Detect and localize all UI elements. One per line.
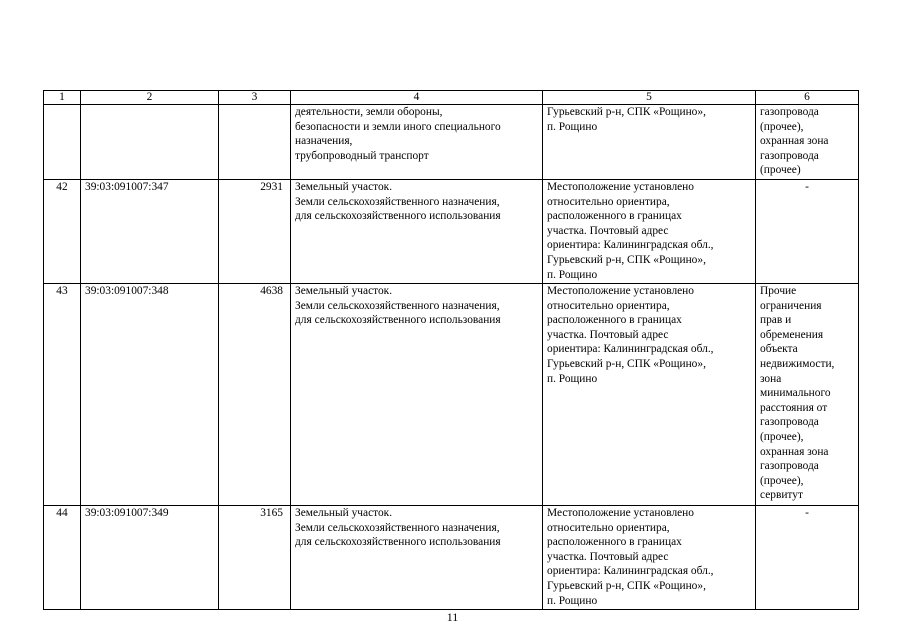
column-number-header-row [44,91,859,105]
area-cell [219,105,291,180]
restrictions-cell: газопровода (прочее), охранная зона газопровода (прочее) [756,105,859,180]
table-row [44,284,859,506]
location-cell: Гурьевский р-н, СПК «Рощино», п. Рощино [543,105,756,180]
table-row [44,105,859,180]
cadastral-number-cell: 39:03:091007:347 [81,180,219,284]
row-number-cell: 43 [44,284,81,506]
column-header: 2 [81,91,219,105]
area-cell: 3165 [219,506,291,610]
column-header: 4 [291,91,543,105]
column-header: 3 [219,91,291,105]
location-cell: Местоположение установлено относительно ориентира, расположенного в границах участка. Почтовый адрес ориентира: Калининградская обл., Гурьевский р-н, СПК «Рощино», п. Рощино [543,284,756,506]
location-cell: Местоположение установлено относительно ориентира, расположенного в границах участка. Почтовый адрес ориентира: Калининградская обл., Гурьевский р-н, СПК «Рощино», п. Рощино [543,506,756,610]
description-cell: Земельный участок. Земли сельскохозяйственного назначения, для сельскохозяйственного использования [291,180,543,284]
restrictions-cell: Прочие ограничения прав и обременения объекта недвижимости, зона минимального расстояния от газопровода (прочее), охранная зона газопровода (прочее), сервитут [756,284,859,506]
row-number-cell [44,105,81,180]
area-cell: 4638 [219,284,291,506]
column-header: 6 [756,91,859,105]
row-number-cell: 42 [44,180,81,284]
column-header: 1 [44,91,81,105]
location-cell: Местоположение установлено относительно ориентира, расположенного в границах участка. Почтовый адрес ориентира: Калининградская обл., Гурьевский р-н, СПК «Рощино», п. Рощино [543,180,756,284]
page-number: 11 [446,610,459,624]
column-header: 5 [543,91,756,105]
cadastral-number-cell: 39:03:091007:349 [81,506,219,610]
restrictions-cell: - [756,506,859,610]
cadastral-number-cell [81,105,219,180]
area-cell: 2931 [219,180,291,284]
land-plots-table [43,90,859,610]
table-row [44,180,859,284]
row-number-cell: 44 [44,506,81,610]
table-row [44,506,859,610]
description-cell: деятельности, земли обороны, безопасности и земли иного специального назначения, трубопроводный транспорт [291,105,543,180]
description-cell: Земельный участок. Земли сельскохозяйственного назначения, для сельскохозяйственного использования [291,506,543,610]
restrictions-cell: - [756,180,859,284]
cadastral-number-cell: 39:03:091007:348 [81,284,219,506]
description-cell: Земельный участок. Земли сельскохозяйственного назначения, для сельскохозяйственного использования [291,284,543,506]
